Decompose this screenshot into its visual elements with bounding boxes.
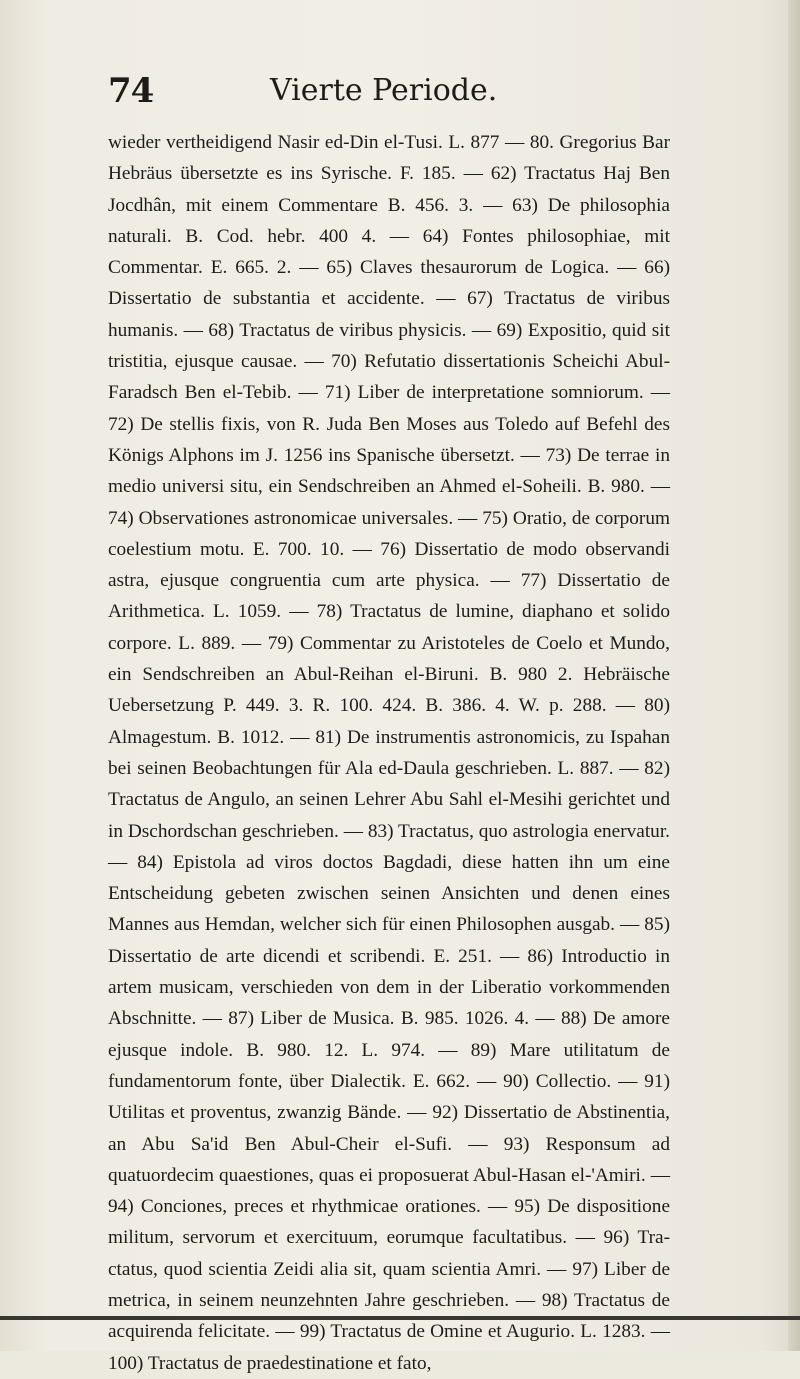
- page-number: 74: [108, 71, 154, 111]
- page-edge: [788, 0, 800, 1351]
- page-header: [108, 68, 668, 114]
- running-head: Vierte Periode.: [270, 73, 498, 108]
- bottom-rule: [0, 1316, 800, 1320]
- body-paragraph: wieder vertheidigend Nasir ed-Din el-Tusi. L. 877 — 80. Gregorius Bar Hebräus übersetzte es ins Syrische. F. 185. — 62) Tractatus Haj Ben Jocdhân, mit einem Commentare B. 456. 3. — 63) De philosophia naturali. B. Cod. hebr. 400 4. — 64) Fontes philosophiae, mit Commentar. E. 665. 2. — 65) Claves thesaurorum de Logica. — 66) Dissertatio de substantia et accidente. — 67) Tractatus de viribus humanis. — 68) Tractatus de viribus physicis. — 69) Expositio, quid sit tristitia, ejusque causae. — 70) Refutatio dissertationis Scheichi Abul-Faradsch Ben el-Tebib. — 71) Liber de interpretatione somniorum. — 72) De stellis fixis, von R. Juda Ben Moses aus Toledo auf Befehl des Königs Alphons im J. 1256 ins Spanische übersetzt. — 73) De terrae in medio universi situ, ein Sendschreiben an Ahmed el-Soheili. B. 980. — 74) Observationes astronomicae universales. — 75) Oratio, de corporum coelestium motu. E. 700. 10. — 76) Dissertatio de modo observandi astra, ejusque congruentia cum arte physica. — 77) Dissertatio de Arithmetica. L. 1059. — 78) Tractatus de lumine, diaphano et solido corpore. L. 889. — 79) Commentar zu Aristoteles de Coelo et Mundo, ein Sendschreiben an Abul-Reihan el-Biruni. B. 980 2. Hebräische Uebersetzung P. 449. 3. R. 100. 424. B. 386. 4. W. p. 288. — 80) Almagestum. B. 1012. — 81) De instrumentis astronomicis, zu Ispahan bei seinen Beobachtungen für Ala ed-Daula geschrieben. L. 887. — 82) Tractatus de Angulo, an seinen Lehrer Abu Sahl el-Mesihi gerichtet und in Dschordschan geschrieben. — 83) Tractatus, quo astrologia enervatur. — 84) Epistola ad viros doctos Bagdadi, diese hatten ihn um eine Entscheidung gebeten zwischen seinen Ansichten und denen eines Mannes aus Hemdan, welcher sich für einen Philosophen ausgab. — 85) Dissertatio de arte dicendi et scribendi. E. 251. — 86) Introductio in artem musicam, verschieden von dem in der Liberatio vorkommenden Abschnitte. — 87) Liber de Musica. B. 985. 1026. 4. — 88) De amore ejusque indole. B. 980. 12. L. 974. — 89) Mare utilitatum de fundamentorum fonte, über Dialectik. E. 662. — 90) Collectio. — 91) Utilitas et proventus, zwanzig Bände. — 92) Dissertatio de Abstinentia, an Abu Sa'id Ben Abul-Cheir el-Sufi. — 93) Responsum ad quatuordecim quaestiones, quas ei proposuerat Abul-Hasan el-'Amiri. — 94) Conciones, preces et rhythmicae orationes. — 95) De dispositione militum, servorum et exercituum, eorumque facultatibus. — 96) Tractatus, quod scientia Zeidi alia sit, quam scientia Amri. — 97) Liber de metrica, in seinem neunzehnten Jahre geschrieben. — 98) Tractatus de acquirenda felicitate. — 99) Tractatus de Omine et Augurio. L. 1283. — 100) Tractatus de praedestinatione et fato,: [108, 132, 670, 1374]
- body-text: [108, 127, 670, 1379]
